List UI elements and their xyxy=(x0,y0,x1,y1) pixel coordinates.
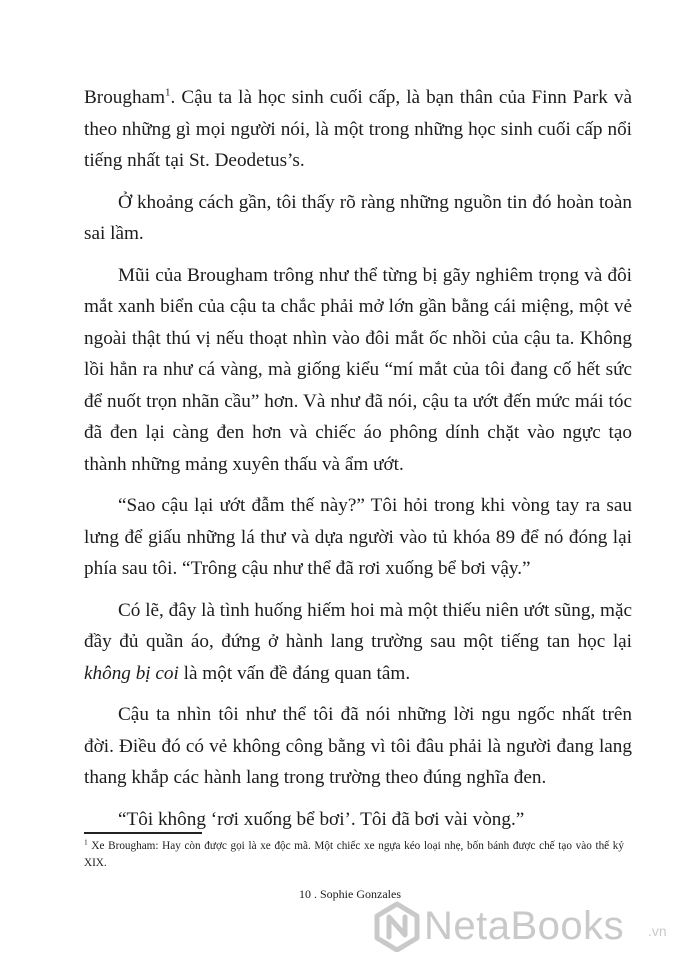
paragraph xyxy=(84,187,632,250)
paragraph-text: là một vấn đề đáng quan tâm. xyxy=(178,662,411,684)
watermark-brand: NetaBooks xyxy=(424,904,625,948)
paragraph xyxy=(84,595,632,690)
footnote-text: Xe Brougham: Hay còn được gọi là xe độc mã. Một chiếc xe ngựa kéo loại nhẹ, bốn bánh được chế tạo vào thế kỷ XIX. xyxy=(84,840,624,869)
netabooks-logo-icon xyxy=(372,900,422,952)
watermark-suffix: .vn xyxy=(648,923,667,939)
footnote xyxy=(84,838,624,872)
paragraph-text: “Sao cậu lại ướt đẫm thế này?” Tôi hỏi trong khi vòng tay ra sau lưng để giấu những lá thư và dựa người vào tủ khóa 89 để nó đóng lại phía sau tôi. “Trông cậu như thể đã rơi xuống bể bơi vậy.” xyxy=(84,495,632,579)
paragraph xyxy=(84,490,632,585)
paragraph-text: Mũi của Brougham trông như thể từng bị gãy nghiêm trọng và đôi mắt xanh biển của cậu ta chắc phải mở lớn gần bằng cái miệng, một vẻ ngoài thật thú vị nếu thoạt nhìn vào đôi mắt ốc nhồi của cậu ta. Không lồi hẳn ra như cá vàng, mà giống kiểu “mí mắt của tôi đang cố hết sức để nuốt trọn nhãn cầu” hơn. Và như đã nói, cậu ta ướt đến mức mái tóc đã đen lại càng đen hơn và chiếc áo phông dính chặt vào ngực tạo thành những mảng xuyên thấu và ẩm ướt. xyxy=(84,264,632,475)
paragraph xyxy=(84,82,632,177)
paragraph-text: Cậu ta nhìn tôi như thể tôi đã nói những lời ngu ngốc nhất trên đời. Điều đó có vẻ không công bằng vì tôi đâu phải là người đang lang thang khắp các hành lang trong trường theo đúng nghĩa đen. xyxy=(84,704,632,788)
emphasis-text: không bị coi xyxy=(84,662,179,684)
body-text xyxy=(84,82,632,845)
paragraph-text: Brougham xyxy=(84,87,166,108)
footnote-marker: 1 xyxy=(84,837,88,847)
page-footer: 10 . Sophie Gonzales xyxy=(299,887,401,901)
paragraph xyxy=(84,260,632,481)
paragraph-text: Có lẽ, đây là tình huống hiếm hoi mà một thiếu niên ướt sũng, mặc đầy đủ quần áo, đứng ở hành lang trường sau một tiếng tan học lại xyxy=(84,599,633,652)
paragraph-text: . Cậu ta là học sinh cuối cấp, là bạn thân của Finn Park và theo những gì mọi người nói, là một trong những học sinh cuối cấp nổi tiếng nhất tại St. Deodetus’s. xyxy=(84,87,632,171)
paragraph-text: “Tôi không ‘rơi xuống bể bơi’. Tôi đã bơi vài vòng.” xyxy=(118,808,525,830)
footnote-ref: 1 xyxy=(165,86,171,99)
watermark xyxy=(372,900,694,956)
paragraph xyxy=(84,804,632,836)
paragraph xyxy=(84,699,632,794)
paragraph-text: Ở khoảng cách gần, tôi thấy rõ ràng những nguồn tin đó hoàn toàn sai lầm. xyxy=(84,191,632,244)
footnote-divider xyxy=(84,832,202,834)
